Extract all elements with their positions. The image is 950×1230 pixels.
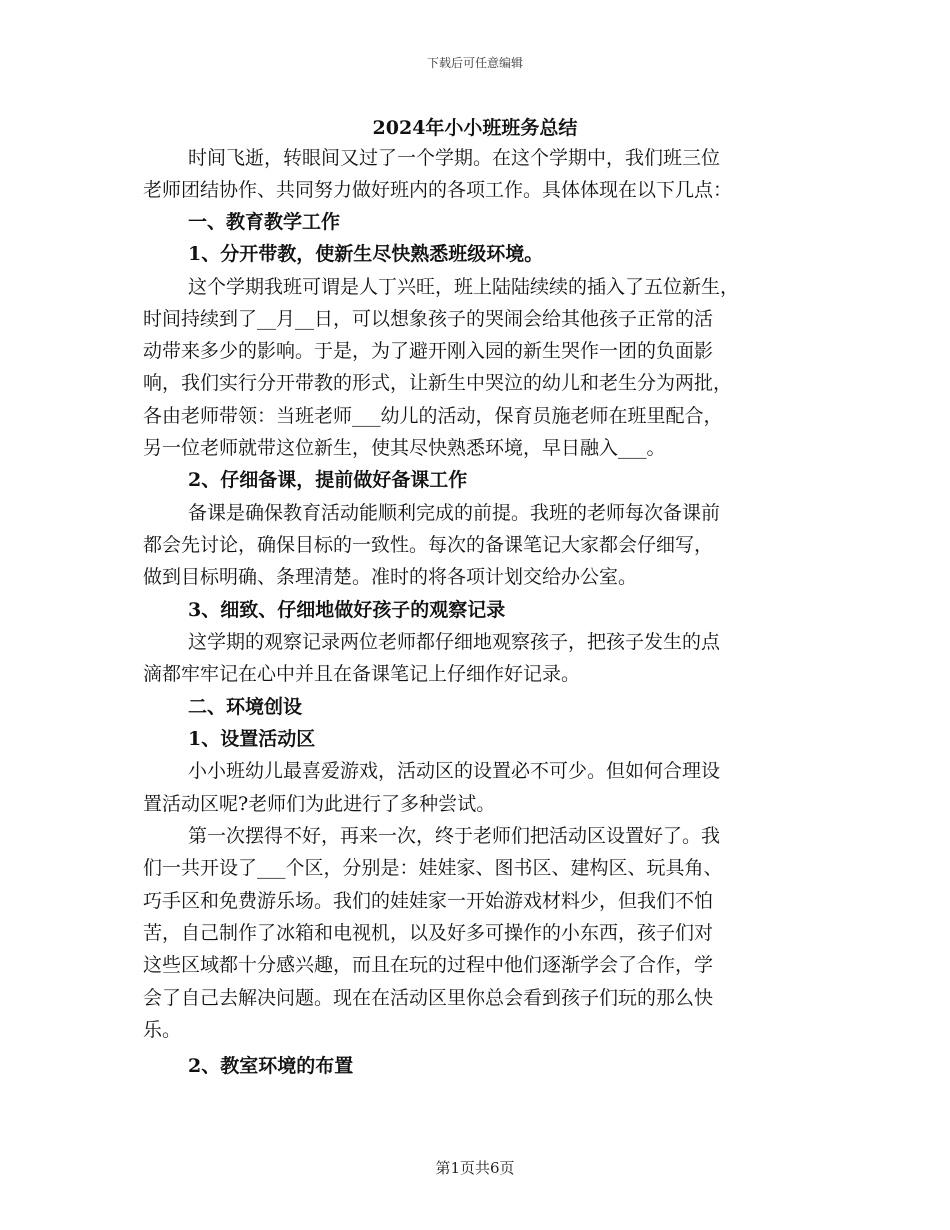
paragraph-line: 们一共开设了___个区，分别是：娃娃家、图书区、建构区、玩具角、	[143, 857, 723, 879]
paragraph-line: 第一次摆得不好，再来一次，终于老师们把活动区设置好了。我	[188, 825, 721, 847]
document-title: 2024年小小班班务总结	[372, 117, 578, 139]
paragraph-line: 这个学期我班可谓是人丁兴旺，班上陆陆续续的插入了五位新生，	[188, 276, 740, 298]
paragraph-line: 苦，自己制作了冰箱和电视机，以及好多可操作的小东西，孩子们对	[143, 922, 714, 944]
section-heading: 二、环境创设	[188, 696, 303, 718]
paragraph-line: 巧手区和免费游乐场。我们的娃娃家一开始游戏材料少，但我们不怕	[143, 890, 714, 912]
paragraph-line: 响，我们实行分开带教的形式，让新生中哭泣的幼儿和老生分为两批，	[143, 372, 733, 394]
paragraph-line: 各由老师带领：当班老师___幼儿的活动，保育员施老师在班里配合，	[143, 405, 723, 427]
section-heading: 一、教育教学工作	[188, 211, 341, 233]
paragraph-line: 备课是确保教育活动能顺利完成的前提。我班的老师每次备课前	[188, 502, 721, 524]
page-header: 下载后可任意编辑	[426, 56, 523, 70]
paragraph-line: 都会先讨论，确保目标的一致性。每次的备课笔记大家都会仔细写，	[143, 534, 714, 556]
paragraph-line: 滴都牢牢记在心中并且在备课笔记上仔细作好记录。	[143, 663, 581, 685]
subsection-heading: 3、细致、仔细地做好孩子的观察记录	[188, 599, 506, 621]
page-footer: 第1页共6页	[435, 1159, 515, 1177]
paragraph-line: 会了自己去解决问题。现在在活动区里你总会看到孩子们玩的那么快	[143, 987, 714, 1009]
paragraph-line: 老师团结协作、共同努力做好班内的各项工作。具体体现在以下几点：	[143, 179, 733, 201]
paragraph-line: 时间持续到了__月__日，可以想象孩子的哭闹会给其他孩子正常的活	[143, 308, 714, 330]
paragraph-line: 动带来多少的影响。于是，为了避开刚入园的新生哭作一团的负面影	[143, 340, 714, 362]
paragraph-line: 这些区域都十分感兴趣，而且在玩的过程中他们逐渐学会了合作，学	[143, 954, 714, 976]
paragraph-line: 乐。	[143, 1019, 182, 1041]
paragraph-line: 另一位老师就带这位新生，使其尽快熟悉环境，早日融入___。	[143, 437, 666, 459]
subsection-heading: 1、设置活动区	[188, 728, 316, 750]
subsection-heading: 1、分开带教，使新生尽快熟悉班级环境。	[188, 243, 544, 265]
paragraph-line: 做到目标明确、条理清楚。准时的将各项计划交给办公室。	[143, 566, 638, 588]
paragraph-line: 小小班幼儿最喜爱游戏，活动区的设置必不可少。但如何合理设	[188, 760, 721, 782]
paragraph-line: 置活动区呢?老师们为此进行了多种尝试。	[143, 793, 496, 815]
paragraph-line: 时间飞逝，转眼间又过了一个学期。在这个学期中，我们班三位	[188, 147, 721, 169]
paragraph-line: 这学期的观察记录两位老师都仔细地观察孩子，把孩子发生的点	[188, 631, 721, 653]
subsection-heading: 2、仔细备课，提前做好备课工作	[188, 469, 468, 491]
subsection-heading: 2、教室环境的布置	[188, 1055, 354, 1077]
